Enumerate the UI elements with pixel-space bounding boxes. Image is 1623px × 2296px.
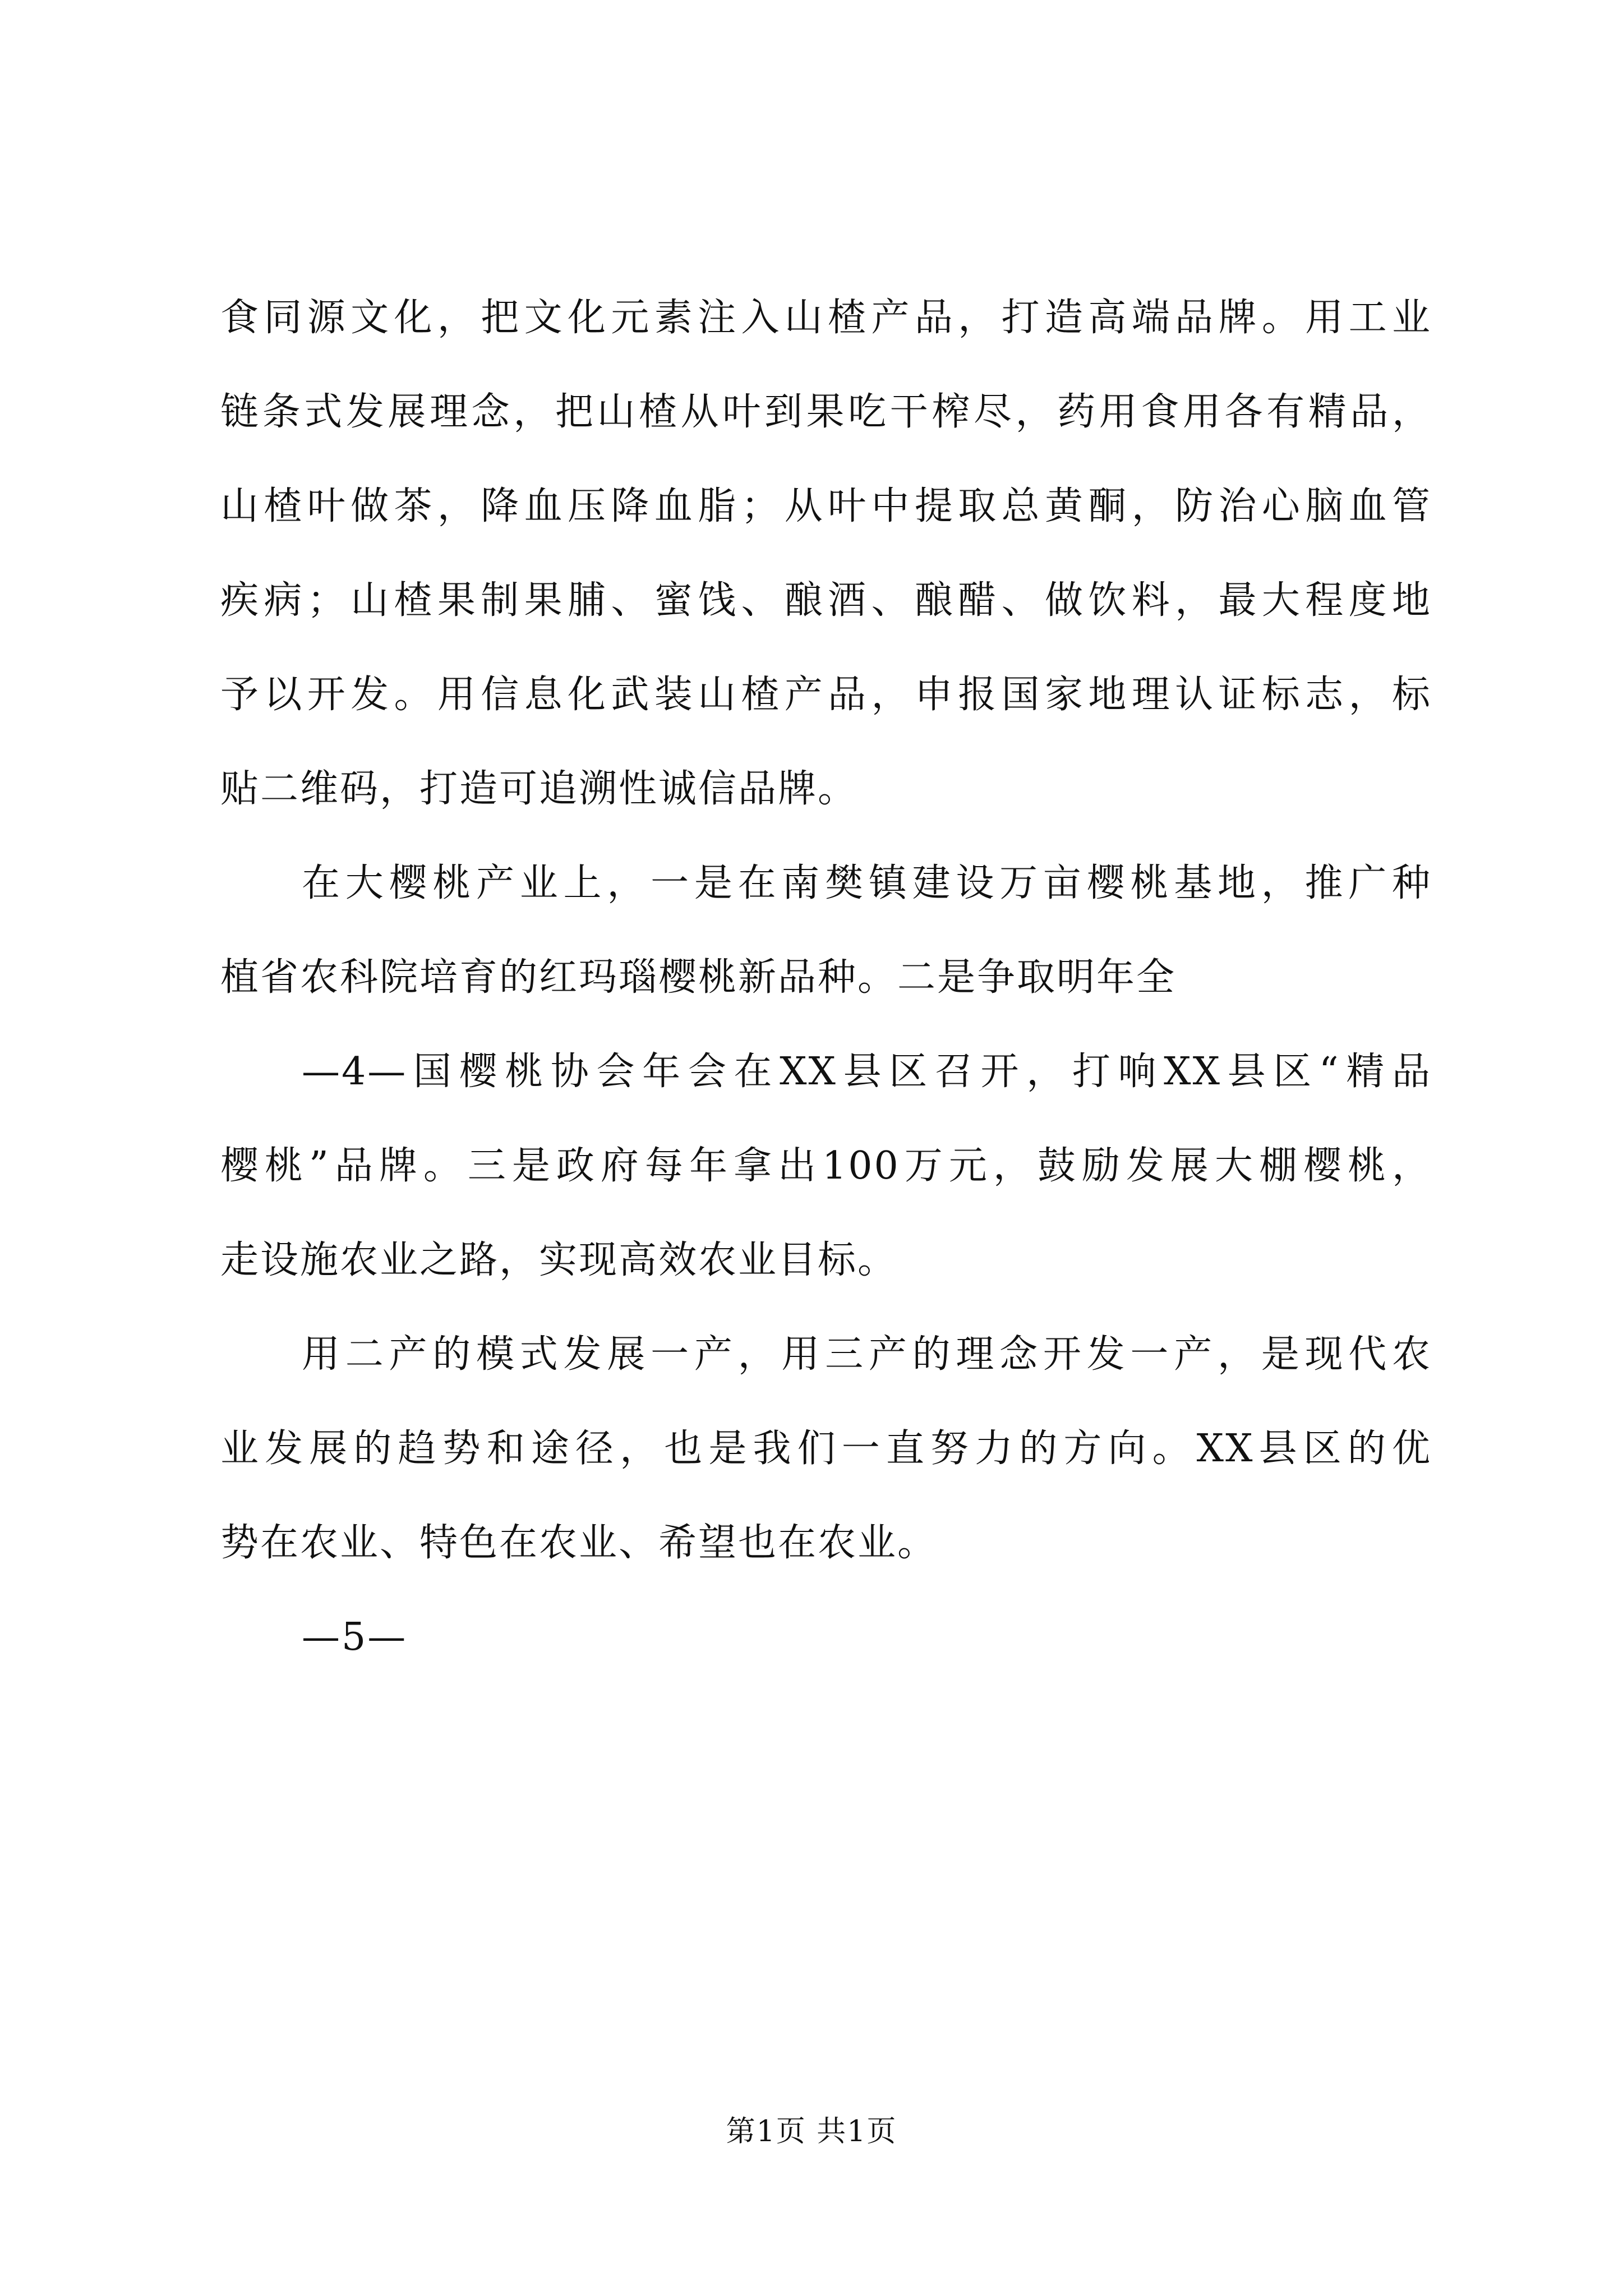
- body-text: [220, 295, 1432, 1709]
- text-line: 疾病；山楂果制果脯、蜜饯、酿酒、酿醋、做饮料，最大程度地: [220, 578, 1432, 623]
- text-line: 樱桃”品牌。三是政府每年拿出100万元，鼓励发展大棚樱桃，: [220, 1144, 1432, 1188]
- text-line: —4—国樱桃协会年会在XX县区召开，打响XX县区“精品: [302, 1050, 1432, 1094]
- text-line: 食同源文化，把文化元素注入山楂产品，打造高端品牌。用工业: [220, 296, 1432, 340]
- text-line: 山楂叶做茶，降血压降血脂；从叶中提取总黄酮，防治心脑血管: [220, 484, 1432, 528]
- text-line: 链条式发展理念，把山楂从叶到果吃干榨尽，药用食用各有精品，: [220, 390, 1432, 434]
- text-line: 贴二维码，打造可追溯性诚信品牌。: [220, 767, 858, 811]
- paragraph-first-line: 在大樱桃产业上，一是在南樊镇建设万亩樱桃基地，推广种: [302, 861, 1432, 905]
- text-line: 业发展的趋势和途径，也是我们一直努力的方向。XX县区的优: [220, 1427, 1432, 1471]
- text-line: 植省农科院培育的红玛瑙樱桃新品种。二是争取明年全: [220, 955, 1177, 1000]
- text-line: 势在农业、特色在农业、希望也在农业。: [220, 1521, 938, 1565]
- text-line: 予以开发。用信息化武装山楂产品，申报国家地理认证标志，标: [220, 673, 1432, 717]
- text-line: 走设施农业之路，实现高效农业目标。: [220, 1238, 898, 1282]
- page-footer: 第1页 共1页: [726, 2115, 897, 2148]
- page-marker: —5—: [302, 1615, 408, 1659]
- paragraph-first-line: 用二产的模式发展一产，用三产的理念开发一产，是现代农: [302, 1332, 1432, 1377]
